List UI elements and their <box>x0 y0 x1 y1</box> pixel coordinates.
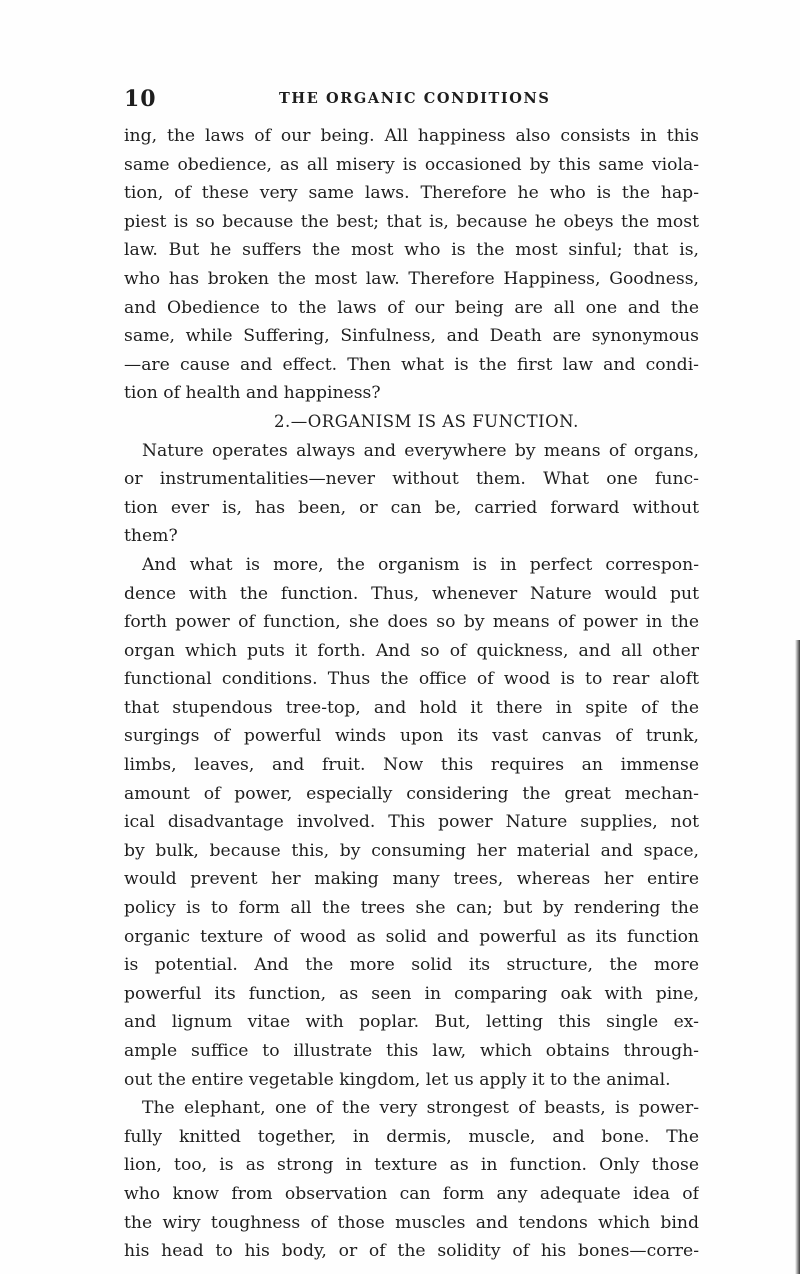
text-line: ical disadvantage involved. This power Nature supplies, not <box>124 812 699 833</box>
text-line: that stupendous tree-top, and hold it there in spite of the <box>124 697 699 718</box>
text-line: dence with the function. Thus, whenever Nature would put <box>124 583 699 604</box>
text-line: ample suffice to illustrate this law, which obtains through- <box>124 1041 699 1061</box>
text-line: tion ever is, has been, or can be, carried forward without <box>124 497 699 518</box>
text-line: the wiry toughness of those muscles and tendons which bind <box>124 1212 699 1233</box>
text-line: surgings of powerful winds upon its vast canvas of trunk, <box>124 726 699 747</box>
text-line: The elephant, one of the very strongest of beasts, is power- <box>142 1098 699 1119</box>
text-line: amount of power, especially considering the great mechan- <box>124 783 699 804</box>
text-line: is potential. And the more solid its structure, the more <box>124 955 699 976</box>
text-line: his head to his body, or of the solidity of his bones—corre- <box>124 1241 699 1262</box>
text-line: would prevent her making many trees, whereas her entire <box>124 869 699 890</box>
page-header <box>124 86 704 116</box>
text-line: by bulk, because this, by consuming her material and space, <box>124 840 699 861</box>
text-line: And what is more, the organism is in perfect correspon- <box>142 554 699 575</box>
page-number: 10 <box>124 86 157 112</box>
text-line: who has broken the most law. Therefore Happiness, Goodness, <box>124 268 699 289</box>
text-line: limbs, leaves, and fruit. Now this requires an immense <box>124 755 699 776</box>
text-line: and lignum vitae with poplar. But, letting this single ex- <box>124 1012 699 1033</box>
text-line: lion, too, is as strong in texture as in function. Only those <box>124 1155 699 1176</box>
text-line: Nature operates always and everywhere by means of organs, <box>142 440 699 461</box>
text-line: piest is so because the best; that is, because he obeys the most <box>124 211 699 232</box>
text-line: them? <box>124 526 178 547</box>
body-text <box>124 122 699 1266</box>
text-line: tion, of these very same laws. Therefore he who is the hap- <box>124 183 699 204</box>
text-line: —are cause and effect. Then what is the first law and condi- <box>124 354 699 375</box>
text-line: or instrumentalities—never without them. What one func- <box>124 469 699 490</box>
text-line: same obedience, as all misery is occasioned by this same viola- <box>124 154 699 175</box>
text-line: organ which puts it forth. And so of quickness, and all other <box>124 640 699 661</box>
text-line: ing, the laws of our being. All happiness also consists in this <box>124 126 699 146</box>
text-line: who know from observation can form any adequate idea of <box>124 1183 699 1204</box>
text-line: out the entire vegetable kingdom, let us apply it to the animal. <box>124 1069 671 1090</box>
page-edge-shadow <box>795 640 800 1274</box>
text-line: law. But he suffers the most who is the most sinful; that is, <box>124 240 699 261</box>
text-line: and Obedience to the laws of our being are all one and the <box>124 297 699 318</box>
text-line: tion of health and happiness? <box>124 383 381 404</box>
text-line: organic texture of wood as solid and powerful as its function <box>124 926 699 947</box>
text-line: forth power of function, she does so by means of power in the <box>124 612 699 633</box>
text-line: policy is to form all the trees she can; but by rendering the <box>124 898 699 919</box>
text-line: same, while Suffering, Sinfulness, and Death are synonymous <box>124 326 699 347</box>
section-heading: 2.—ORGANISM IS AS FUNCTION. <box>274 411 579 431</box>
text-line: functional conditions. Thus the office of wood is to rear aloft <box>124 669 699 690</box>
text-line: powerful its function, as seen in comparing oak with pine, <box>124 983 699 1004</box>
running-title: THE ORGANIC CONDITIONS <box>279 90 551 107</box>
text-line: fully knitted together, in dermis, muscle, and bone. The <box>124 1126 699 1147</box>
